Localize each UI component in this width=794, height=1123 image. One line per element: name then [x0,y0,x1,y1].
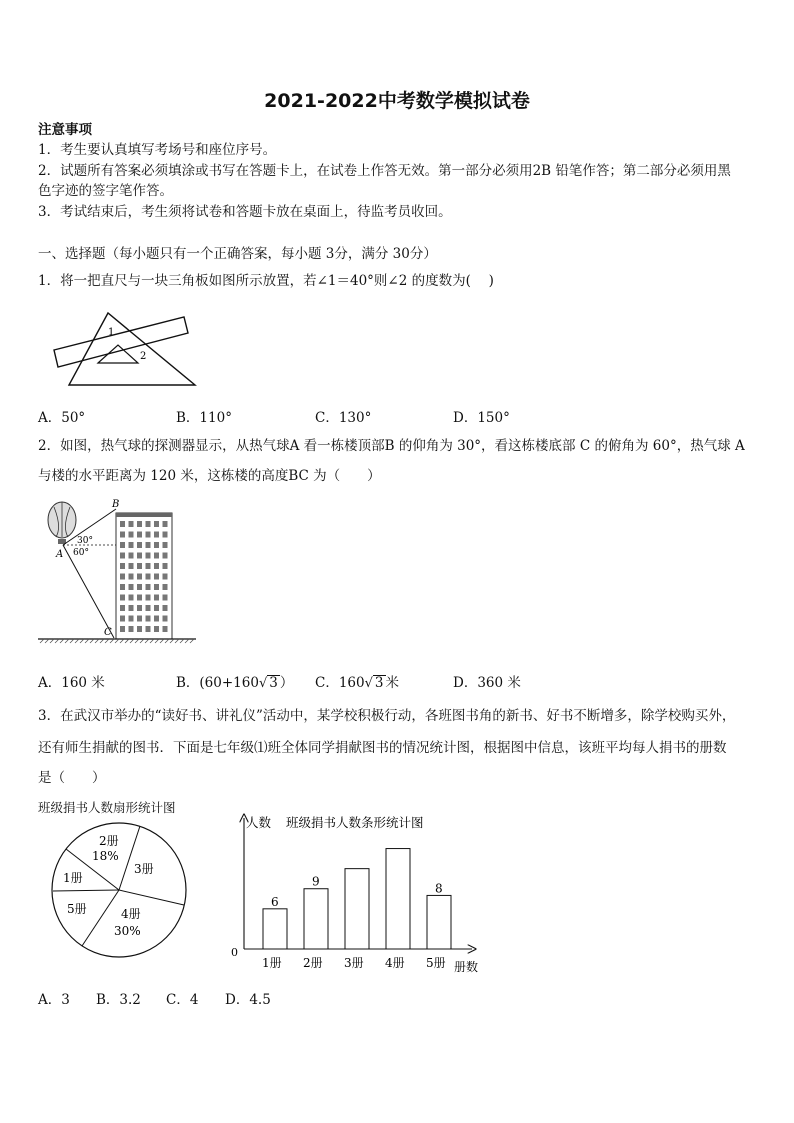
q1-stem: 1．将一把直尺与一块三角板如图所示放置，若∠1＝40°则∠2 的度数为( ) [38,273,494,289]
building-window [137,584,142,590]
q1-option-d[interactable]: D．150° [453,410,510,426]
pie-label-4: 4册 [121,907,141,921]
q1-option-c[interactable]: C．130° [315,410,372,426]
q3-option-b[interactable]: B．3.2 [96,992,141,1008]
q2-option-b-prefix: B．(60+160 [176,675,259,691]
notice-item: 1．考生要认真填写考场号和座位序号。 [38,142,277,158]
x-tick-label: 1册 [262,956,282,970]
building-window [120,574,125,580]
bar-2 [304,889,328,949]
building-window [146,553,151,559]
bar-data-label: 8 [435,881,443,896]
building-window [154,626,159,632]
chart-title: 班级捐书人数条形统计图 [286,815,424,830]
q2-stem: 与楼的水平距离为 120 米，这栋楼的高度BC 为（ ） [38,468,381,484]
building-window [129,605,134,611]
building-window [129,542,134,548]
q3-option-c[interactable]: C．4 [166,992,199,1008]
bar-3 [345,869,369,949]
q3-stem: 还有师生捐献的图书．下面是七年级⑴班全体同学捐献图书的情况统计图，根据图中信息，该班平均每人捐书的册数 [38,740,727,756]
q2-option-b[interactable] [176,671,293,691]
building-window [154,595,159,601]
bar-data-label: 6 [271,894,279,909]
building-window [120,605,125,611]
bar-4 [386,849,410,949]
building-window [120,595,125,601]
building-window [163,616,168,622]
q2-option-c-suffix: 米 [385,675,399,691]
x-tick-label: 4册 [385,956,405,970]
sqrt-icon: √ [258,676,268,691]
q1-angle1-label: 1 [108,327,115,338]
q2-stem: 2．如图，热气球的探测器显示，从热气球A 看一栋楼顶部B 的仰角为 30°，看这栋楼底部 C 的俯角为 60°，热气球 A [38,438,745,454]
building-window [163,553,168,559]
building-window [163,532,168,538]
building-window [146,521,151,527]
q3-stem: 3．在武汉市举办的“读好书、讲礼仪”活动中，某学校积极行动，各班图书角的新书、好书不断增多，除学校购买外， [38,708,736,724]
x-axis-label: 册数 [454,960,479,974]
building-window [146,542,151,548]
q1-figure [48,305,208,390]
building-window [154,574,159,580]
q3-option-d[interactable]: D．4.5 [225,992,271,1008]
x-tick-label: 3册 [344,956,364,970]
building-window [120,553,125,559]
building-window [154,584,159,590]
building-window [146,532,151,538]
building-window [163,605,168,611]
section-heading: 一、选择题（每小题只有一个正确答案，每小题 3分，满分 30分） [38,246,437,262]
building-window [163,542,168,548]
origin-label: 0 [231,946,238,959]
q2-point-b: B [112,499,120,510]
building-window [137,605,142,611]
y-axis-label: 人数 [246,815,272,830]
q2-option-b-root: 3 [269,675,278,691]
building-window [163,626,168,632]
building-window [154,563,159,569]
building-window [154,553,159,559]
building-window [137,532,142,538]
building-window [163,521,168,527]
notice-heading: 注意事项 [38,122,92,138]
q3-stem: 是（ ） [38,770,106,786]
building-window [129,553,134,559]
q2-option-a[interactable]: A．160 米 [38,675,105,691]
building-window [129,574,134,580]
building-window [129,616,134,622]
bar-1 [263,909,287,949]
notice-item: 色字迹的签字笔作答。 [38,183,173,199]
building-window [137,553,142,559]
pie-pct-4: 30% [114,924,141,938]
q2-option-b-suffix: ） [279,675,294,691]
building-window [120,616,125,622]
q2-option-c-root: 3 [374,675,384,691]
building-window [129,563,134,569]
x-tick-label: 5册 [426,956,446,970]
building-window [146,616,151,622]
page-title: 2021-2022中考数学模拟试卷 [264,90,530,112]
bar-chart [226,808,496,978]
building-window [129,626,134,632]
bar-5 [427,895,451,949]
building-window [146,574,151,580]
building-window [137,626,142,632]
building-window [129,532,134,538]
bar-data-label: 9 [312,874,320,889]
building-window [120,584,125,590]
building-window [146,595,151,601]
q2-figure [38,495,198,645]
pie-pct-2: 18% [92,849,119,863]
building-window [137,563,142,569]
building-window [137,595,142,601]
building-window [163,574,168,580]
building-window [120,542,125,548]
building-window [163,595,168,601]
building-window [163,584,168,590]
building-window [137,542,142,548]
building-window [120,563,125,569]
building-window [129,584,134,590]
pie-label-5: 5册 [67,902,87,916]
q1-option-b[interactable]: B．110° [176,410,232,426]
notice-item: 3．考试结束后，考生须将试卷和答题卡放在桌面上，待监考员收回。 [38,204,452,220]
q3-option-a[interactable]: A．3 [38,992,70,1008]
q2-option-c[interactable] [315,671,399,691]
q2-angle-60: 60° [73,548,89,558]
building-window [154,532,159,538]
building-window [129,521,134,527]
building-window [154,542,159,548]
building-window [137,616,142,622]
building-window [154,605,159,611]
building-window [129,595,134,601]
building-window [120,521,125,527]
pie-label-1: 1册 [63,871,83,885]
x-tick-label: 2册 [303,956,323,970]
q2-point-a: A [56,549,64,560]
building-window [154,616,159,622]
pie-title: 班级捐书人数扇形统计图 [38,800,176,815]
building-window [146,584,151,590]
sqrt-icon: √ [364,676,373,691]
building-window [146,626,151,632]
q1-option-a[interactable]: A．50° [38,410,86,426]
building-window [137,521,142,527]
q1-angle2-label: 2 [140,351,147,362]
pie-chart [44,818,194,968]
building-window [146,605,151,611]
building-window [163,563,168,569]
notice-item: 2．试题所有答案必须填涂或书写在答题卡上，在试卷上作答无效。第一部分必须用2B 铅笔作答；第二部分必须用黑 [38,163,731,179]
q2-angle-30: 30° [77,536,93,546]
building-window [120,626,125,632]
building-window [137,574,142,580]
pie-label-3: 3册 [134,862,154,876]
q2-option-c-prefix: C．160 [315,675,365,691]
building-window [146,563,151,569]
pie-label-2: 2册 [99,834,119,848]
q2-option-d[interactable]: D．360 米 [453,675,521,691]
building-window [120,532,125,538]
q2-point-c: C [104,627,112,638]
building-window [154,521,159,527]
